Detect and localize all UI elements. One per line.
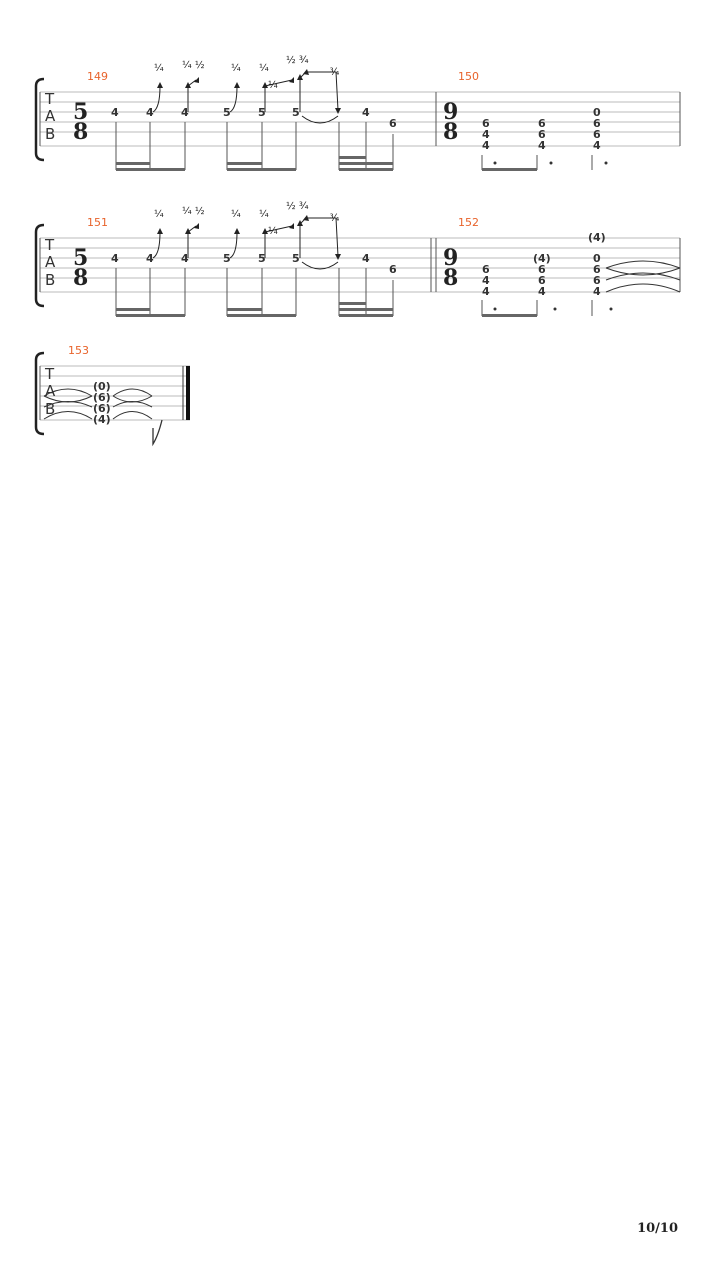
system-2	[36, 200, 680, 317]
bend-label: ¼ ½	[182, 60, 205, 71]
bend-label: ½ ¾	[286, 55, 309, 66]
fret-number: 4	[146, 106, 154, 119]
dots	[494, 308, 613, 311]
time-signature-top: 9	[443, 245, 459, 271]
fret-number: 4	[593, 139, 601, 152]
measure-number: 150	[458, 70, 479, 83]
bend-label: ¼ ½	[182, 206, 205, 217]
rhythm-beam	[482, 314, 537, 317]
bend-label: ¼	[268, 226, 278, 237]
fret-number: 5	[223, 252, 231, 265]
bend-label: -¾	[326, 213, 340, 224]
fret-number: 4	[482, 139, 490, 152]
fret-number: 4	[181, 252, 189, 265]
time-signature-top: 9	[443, 99, 459, 125]
bend-label: ¼	[259, 209, 269, 220]
rhythm-beams	[116, 156, 393, 171]
fret-number: 6	[538, 128, 546, 141]
time-signature-bottom: 8	[443, 119, 459, 145]
rhythm-stems	[482, 300, 592, 316]
fret-number: 4	[538, 285, 546, 298]
tab-letter-b: B	[45, 271, 56, 289]
measure-number: 152	[458, 216, 479, 229]
fret-number: 4	[538, 139, 546, 152]
rhythm-beam	[482, 168, 537, 171]
time-signature-bottom: 8	[443, 265, 459, 291]
staff-lines	[40, 92, 680, 146]
fret-number: 4	[482, 274, 490, 287]
stem-flag	[153, 420, 162, 444]
fret-number: 6	[389, 117, 397, 130]
bend-label: ¼	[231, 209, 241, 220]
let-ring-ties	[606, 261, 680, 292]
bend-label: -¾	[326, 67, 340, 78]
measure-number: 153	[68, 344, 89, 357]
fret-number: (4)	[588, 231, 606, 244]
bend-label: ½ ¾	[286, 201, 309, 212]
fret-number: (0)	[93, 380, 111, 393]
bend-label: ¼	[259, 63, 269, 74]
tab-letter-b: B	[45, 125, 56, 143]
fret-number: 4	[482, 285, 490, 298]
dots	[494, 162, 608, 165]
rhythm-beams	[116, 302, 393, 317]
fret-number: 6	[593, 263, 601, 276]
staff-lines	[40, 238, 680, 292]
tab-letter-a: A	[45, 107, 56, 125]
tab-letter-a: A	[45, 253, 56, 271]
system-3	[36, 344, 190, 444]
fret-number: 5	[292, 106, 300, 119]
fret-number: 6	[389, 263, 397, 276]
fret-number: 6	[593, 274, 601, 287]
fret-number: 6	[593, 128, 601, 141]
fret-number: (4)	[533, 252, 551, 265]
fret-number: 5	[258, 106, 266, 119]
fret-number: (6)	[93, 391, 111, 404]
rhythm-stems	[482, 155, 592, 170]
fret-number: 6	[593, 117, 601, 130]
bend-label: ¼	[154, 63, 164, 74]
fret-number: 0	[593, 106, 601, 119]
fret-number: 6	[538, 117, 546, 130]
fret-number: 4	[593, 285, 601, 298]
fret-number: 4	[482, 128, 490, 141]
tab-letter-b: B	[45, 400, 56, 418]
tab-letter-t: T	[45, 90, 55, 108]
measure-number: 149	[87, 70, 108, 83]
fret-number: (4)	[93, 413, 111, 426]
fret-number: 4	[362, 252, 370, 265]
measure-number: 151	[87, 216, 108, 229]
fret-number: 6	[538, 263, 546, 276]
fret-number: 5	[292, 252, 300, 265]
tab-letter-t: T	[45, 236, 55, 254]
fret-number: 5	[223, 106, 231, 119]
fret-number: 4	[362, 106, 370, 119]
final-barline-thick	[186, 366, 190, 420]
fret-number: 4	[146, 252, 154, 265]
fret-number: 6	[482, 117, 490, 130]
bend-label: ¼	[268, 80, 278, 91]
time-signature-bottom: 8	[73, 265, 89, 291]
fret-number: 4	[111, 106, 119, 119]
fret-number: 4	[111, 252, 119, 265]
fret-number: 6	[482, 263, 490, 276]
page-number: 10/10	[637, 1221, 678, 1236]
time-signature-top: 5	[73, 245, 89, 271]
time-signature-bottom: 8	[73, 119, 89, 145]
fret-number: (6)	[93, 402, 111, 415]
bend-label: ¼	[231, 63, 241, 74]
tab-letter-t: T	[45, 365, 55, 383]
system-1	[36, 54, 680, 171]
tab-letter-a: A	[45, 382, 56, 400]
time-signature-top: 5	[73, 99, 89, 125]
fret-number: 4	[181, 106, 189, 119]
fret-number: 5	[258, 252, 266, 265]
fret-number: 6	[538, 274, 546, 287]
bend-label: ¼	[154, 209, 164, 220]
fret-number: 0	[593, 252, 601, 265]
